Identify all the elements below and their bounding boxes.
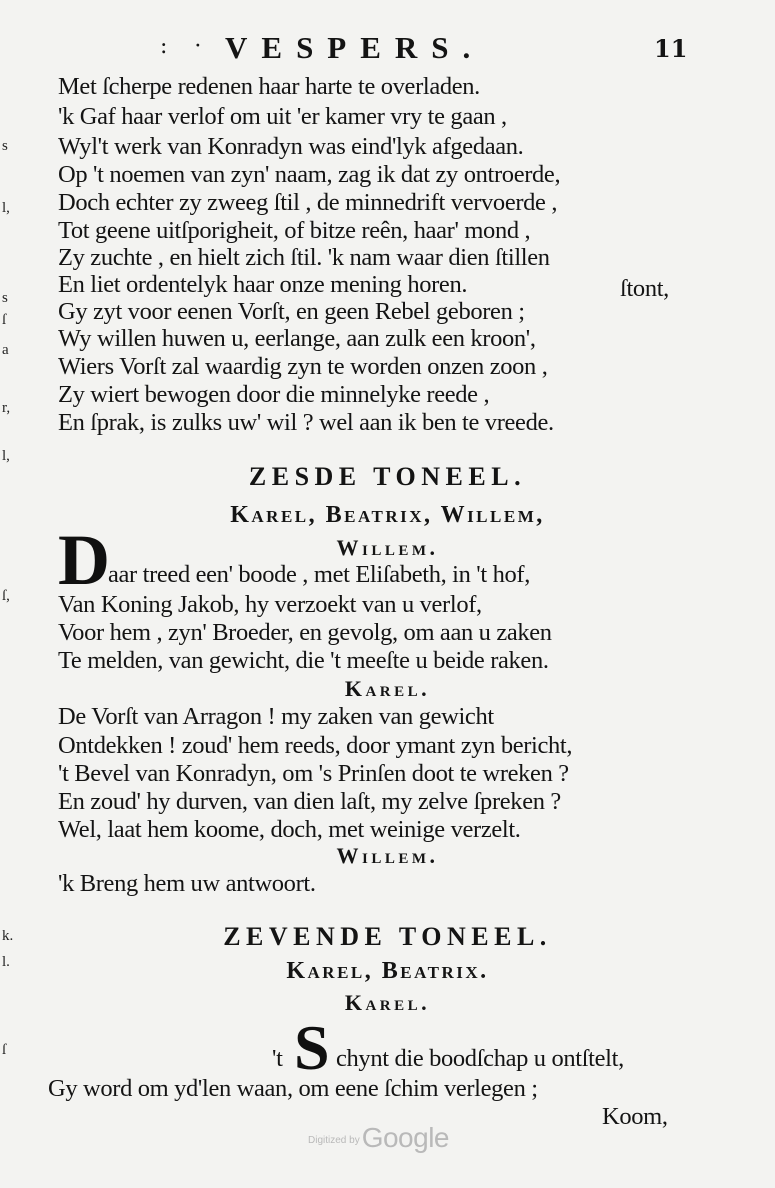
margin-mark: l,: [2, 448, 10, 464]
page-number: 11: [654, 34, 688, 63]
verse-line: Wy willen huwen u, eerlange, aan zulk een kroon',: [58, 325, 536, 352]
verse-line: Gy word om yd'len waan, om eene ſchim verlegen ;: [48, 1075, 538, 1102]
scene-heading: ZESDE TONEEL.: [248, 462, 527, 491]
digitization-watermark: [308, 1122, 449, 1154]
watermark-small-text: Digitized by: [308, 1135, 360, 1146]
verse-line: Gy zyt voor eenen Vorſt, en geen Rebel geboren ;: [58, 298, 525, 325]
verse-line: Zy wiert bewogen door die minnelyke reede ,: [58, 381, 490, 408]
verse-line: En liet ordentelyk haar onze mening horen.: [58, 271, 468, 298]
verse-line: Zy zuchte , en hielt zich ſtil. 'k nam waar dien ſtillen: [58, 244, 550, 271]
scene-cast: Karel, Beatrix, Willem,: [230, 502, 545, 528]
verse-line: Wyl't werk van Konradyn was eind'lyk afgedaan.: [58, 133, 524, 160]
speaker-name: Willem.: [336, 535, 439, 560]
margin-mark: ſ: [2, 1042, 7, 1058]
verse-line: Ontdekken ! zoud' hem reeds, door ymant zyn bericht,: [58, 732, 573, 759]
verse-line: Wel, laat hem koome, doch, met weinige verzelt.: [58, 816, 521, 843]
line-prefix: 't: [272, 1045, 283, 1072]
verse-line: 'k Gaf haar verlof om uit 'er kamer vry te gaan ,: [58, 103, 507, 130]
catchword: Koom,: [602, 1103, 668, 1130]
google-logo: Google: [361, 1122, 449, 1153]
verse-line: Te melden, van gewicht, die 't meeſte u beide raken.: [58, 647, 549, 674]
verse-line: aar treed een' boode , met Eliſabeth, in 't hof,: [108, 561, 530, 588]
drop-cap: D: [58, 520, 110, 600]
verse-line: Op 't noemen van zyn' naam, zag ik dat zy ontroerde,: [58, 161, 561, 188]
verse-line: Voor hem , zyn' Broeder, en gevolg, om aan u zaken: [58, 619, 552, 646]
verse-line: 't Bevel van Konradyn, om 's Prinſen doot te wreken ?: [58, 760, 569, 787]
running-head-title: VESPERS.: [225, 30, 485, 65]
verse-line: Met ſcherpe redenen haar harte te overladen.: [58, 73, 480, 100]
verse-line: En zoud' hy durven, van dien laſt, my zelve ſpreken ?: [58, 788, 561, 815]
margin-mark: s: [2, 290, 8, 306]
margin-mark: a: [2, 342, 9, 358]
margin-mark: ſ: [2, 312, 7, 328]
margin-mark: ſ,: [2, 588, 10, 604]
speaker-name: Willem.: [336, 843, 439, 868]
verse-line: De Vorſt van Arragon ! my zaken van gewicht: [58, 703, 494, 730]
margin-mark: s: [2, 138, 8, 154]
verse-line: chynt die boodſchap u ontſtelt,: [336, 1045, 624, 1072]
margin-mark: r,: [2, 400, 11, 416]
speaker-name: Karel.: [344, 990, 431, 1015]
speaker-name: Karel.: [344, 676, 431, 701]
overflow-word: ſtont,: [620, 275, 669, 302]
verse-line: Van Koning Jakob, hy verzoekt van u verlof,: [58, 591, 482, 618]
scene-heading: ZEVENDE TONEEL.: [223, 922, 552, 951]
verse-line: Wiers Vorſt zal waardig zyn te worden onzen zoon ,: [58, 353, 548, 380]
verse-line: 'k Breng hem uw antwoort.: [58, 870, 316, 897]
verse-line: Tot geene uitſporigheit, of bitze reên, haar' mond ,: [58, 217, 531, 244]
margin-mark: k.: [2, 928, 14, 944]
scene-cast: Karel, Beatrix.: [286, 958, 489, 984]
verse-line: En ſprak, is zulks uw' wil ? wel aan ik ben te vreede.: [58, 409, 554, 436]
verse-line: Doch echter zy zweeg ſtil , de minnedrift vervoerde ,: [58, 189, 558, 216]
drop-cap: S: [294, 1012, 330, 1083]
margin-mark: l.: [2, 954, 10, 970]
running-head-dots: : ·: [160, 34, 212, 59]
running-head: [0, 30, 775, 70]
margin-mark: l,: [2, 200, 10, 216]
